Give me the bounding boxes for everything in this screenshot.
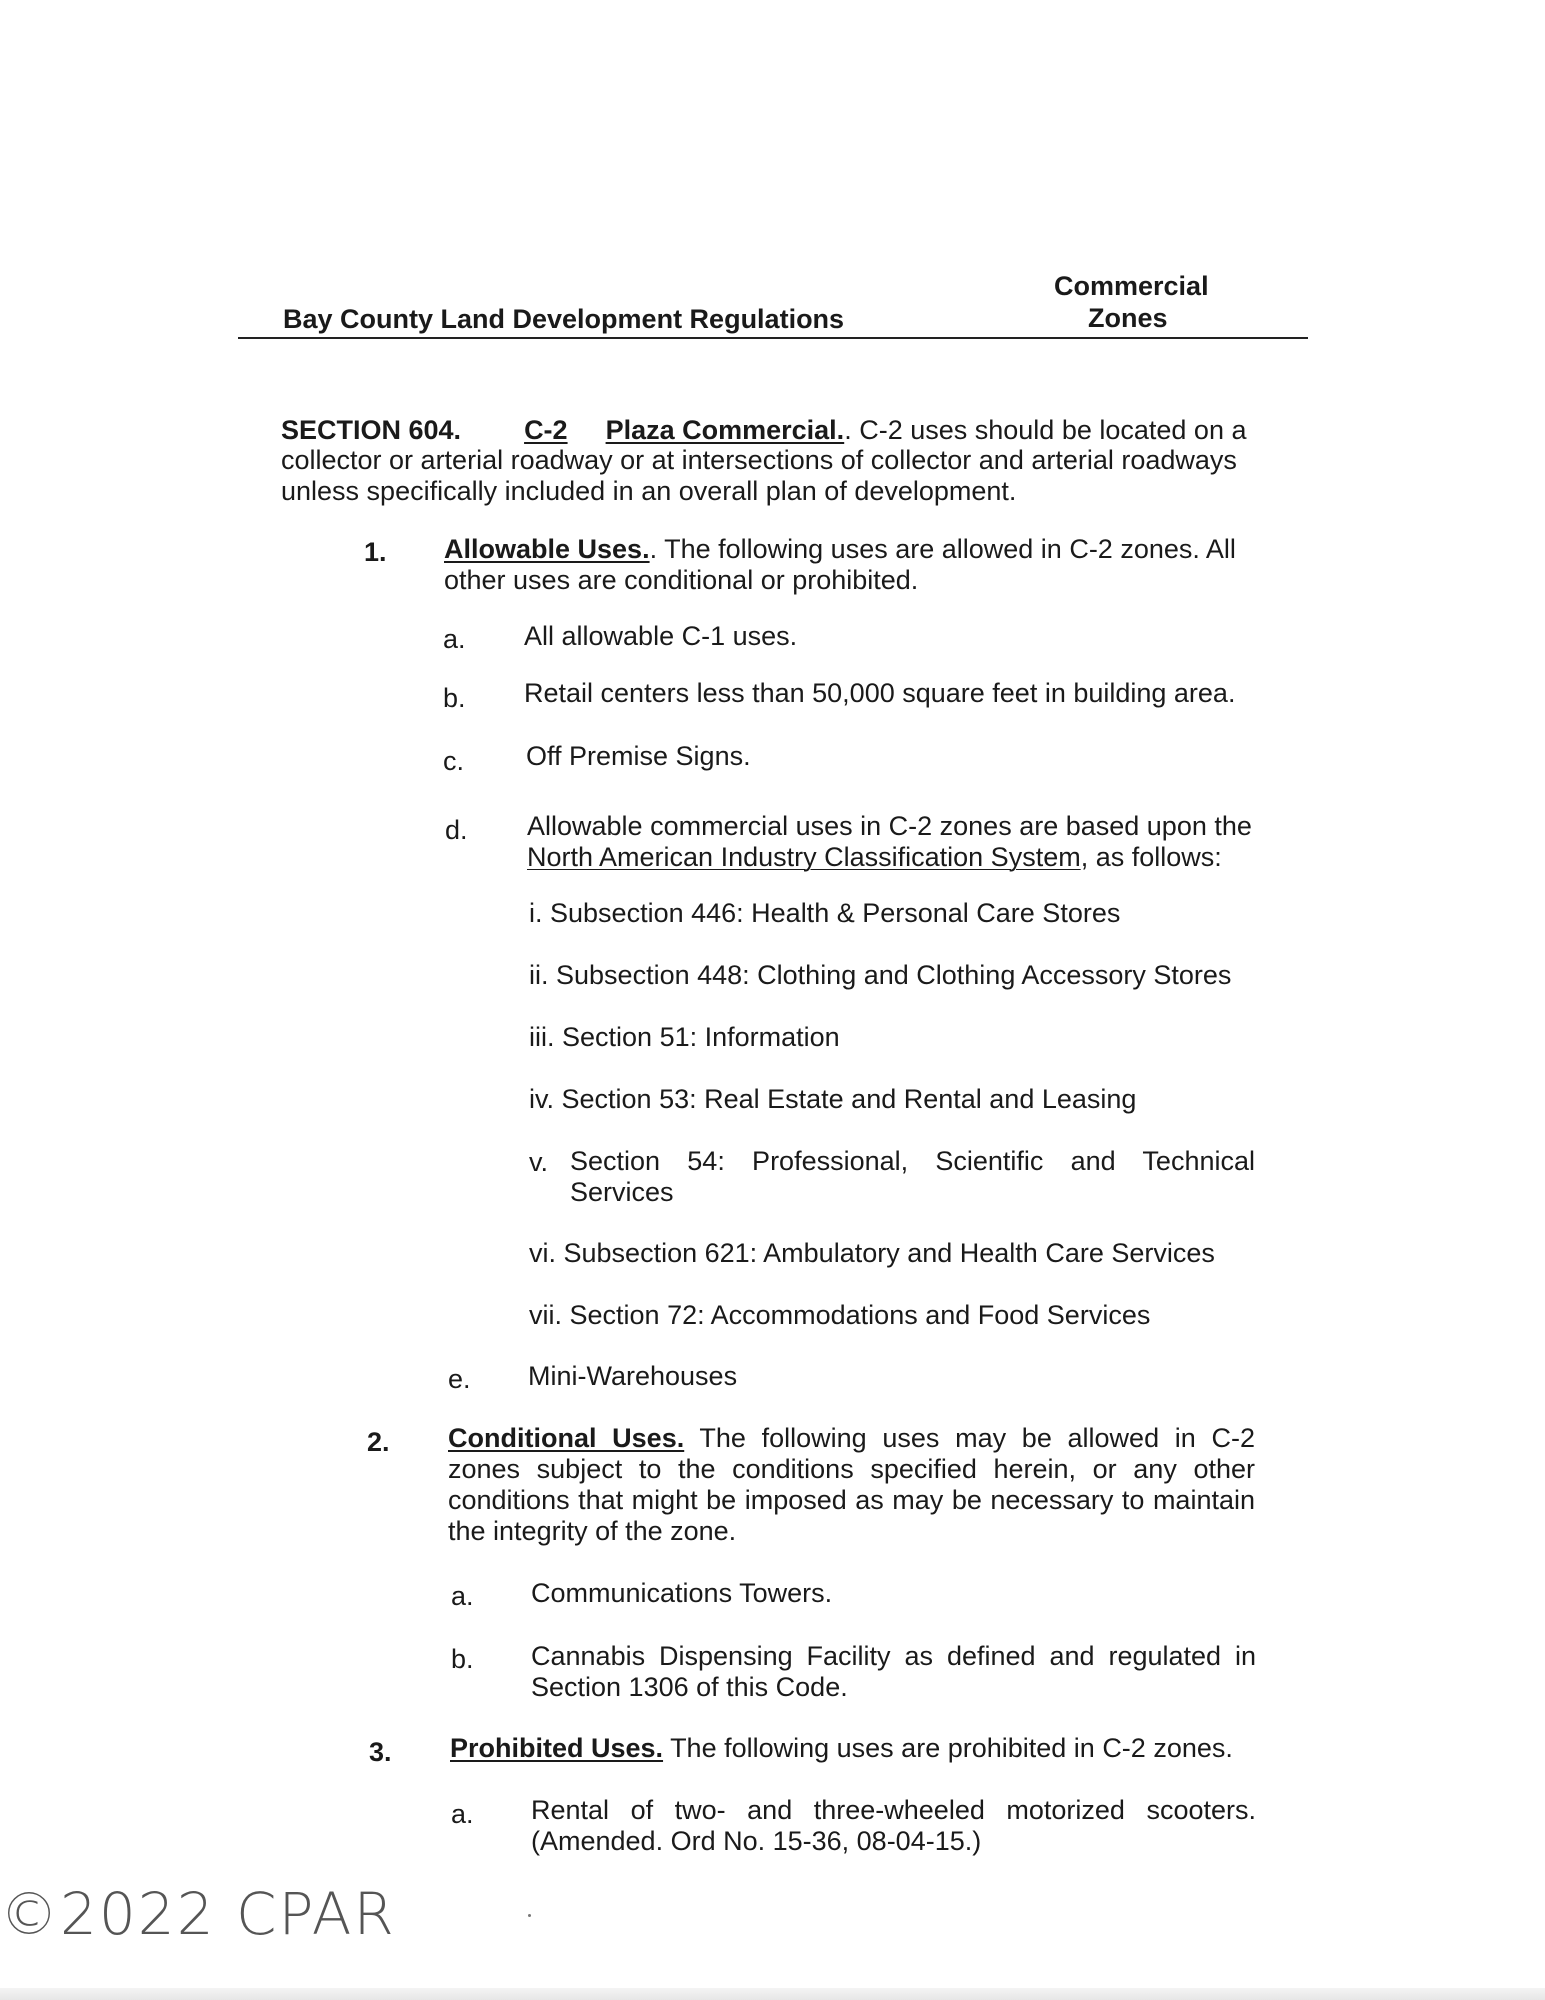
sub-item-iii — [529, 1022, 840, 1053]
sub-item-roman: vii. — [529, 1300, 562, 1330]
header-section-line1: Commercial — [1054, 271, 1209, 301]
copyright-watermark: ©2022 CPAR — [0, 1880, 396, 1948]
conditional-a-text: Communications Towers. — [531, 1578, 833, 1608]
allowable-b-letter: b. — [443, 683, 466, 713]
conditional-b-line2: Section 1306 of this Code. — [531, 1672, 848, 1702]
sub-item-text: Section 53: Real Estate and Rental and Leasing — [561, 1084, 1137, 1114]
sub-item-text: Subsection 448: Clothing and Clothing Accessory Stores — [556, 960, 1232, 990]
sub-item-roman: iv. — [529, 1084, 554, 1114]
sub-item-text: Subsection 446: Health & Personal Care Stores — [550, 898, 1121, 928]
sub-item-text: Subsection 621: Ambulatory and Health Care Services — [563, 1238, 1215, 1268]
header-section-line2: Zones — [1088, 303, 1168, 333]
section-text-line1: C-2 uses should be located on a — [859, 415, 1247, 445]
scan-edge — [0, 1988, 1545, 2000]
allowable-number: 1. — [364, 537, 387, 567]
conditional-a-letter: a. — [451, 1581, 474, 1611]
allowable-text-line1: The following uses are allowed in C-2 zones. All — [664, 534, 1236, 564]
conditional-text-line1: The following uses may be allowed in C-2 — [699, 1423, 1255, 1453]
conditional-line1 — [448, 1423, 1255, 1454]
section-text-line2: collector or arterial roadway or at intersections of collector and arterial roadways — [281, 445, 1237, 475]
naics-link[interactable]: North American Industry Classification System — [527, 842, 1081, 872]
sub-item-v-line1: Section 54: Professional, Scientific and Technical — [570, 1146, 1255, 1176]
sub-item-text: Section 51: Information — [562, 1022, 840, 1052]
conditional-b-line1: Cannabis Dispensing Facility as defined and regulated in — [531, 1641, 1256, 1671]
allowable-a-text: All allowable C-1 uses. — [524, 621, 798, 651]
conditional-text-line3: conditions that might be imposed as may be necessary to maintain — [448, 1485, 1255, 1515]
prohibited-a-letter: a. — [451, 1799, 474, 1829]
sub-item-iv — [529, 1084, 1136, 1115]
prohibited-number: 3. — [369, 1737, 392, 1767]
allowable-c-text: Off Premise Signs. — [526, 741, 751, 771]
prohibited-title: Prohibited Uses. — [450, 1733, 664, 1763]
scan-speck — [528, 1914, 531, 1917]
section-text-line3: unless specifically included in an overall plan of development. — [281, 476, 1017, 506]
section-number: SECTION 604. — [281, 415, 462, 445]
conditional-text-line4: the integrity of the zone. — [448, 1516, 737, 1546]
allowable-c-letter: c. — [443, 746, 465, 776]
section-intro-line1: SECTION 604. C-2 Plaza Commercial.. C-2 uses should be located on a — [281, 415, 1247, 445]
sub-item-ii — [529, 960, 1231, 991]
conditional-b-letter: b. — [451, 1644, 474, 1674]
allowable-d-letter: d. — [445, 815, 468, 845]
section-code: C-2 — [524, 415, 568, 445]
sub-item-text: Section 72: Accommodations and Food Services — [569, 1300, 1151, 1330]
sub-item-vii — [529, 1300, 1150, 1331]
sub-item-i — [529, 898, 1120, 929]
allowable-e-letter: e. — [448, 1364, 471, 1394]
sub-item-roman: i. — [529, 898, 543, 928]
allowable-line1: Allowable Uses.. The following uses are allowed in C-2 zones. All — [444, 534, 1236, 564]
allowable-b-text: Retail centers less than 50,000 square feet in building area. — [524, 678, 1236, 708]
sub-item-v-roman: v. — [529, 1147, 548, 1177]
prohibited-text: The following uses are prohibited in C-2 zones. — [670, 1733, 1233, 1763]
header-rule — [238, 337, 1308, 339]
sub-item-roman: vi. — [529, 1238, 556, 1268]
allowable-a-letter: a. — [443, 624, 466, 654]
conditional-title: Conditional Uses. — [448, 1423, 685, 1453]
prohibited-line1 — [450, 1733, 1233, 1764]
allowable-d-after-link: , as follows: — [1080, 842, 1222, 872]
prohibited-a-line2: (Amended. Ord No. 15-36, 08-04-15.) — [531, 1826, 982, 1856]
conditional-number: 2. — [367, 1427, 390, 1457]
prohibited-a-line1: Rental of two- and three-wheeled motorized scooters. — [531, 1795, 1256, 1825]
header-doc-title: Bay County Land Development Regulations — [283, 304, 845, 334]
sub-item-roman: ii. — [529, 960, 549, 990]
allowable-d-text-line1: Allowable commercial uses in C-2 zones are based upon the — [527, 811, 1252, 841]
sub-item-vi — [529, 1238, 1215, 1269]
allowable-e-text: Mini-Warehouses — [528, 1361, 738, 1391]
sub-item-roman: iii. — [529, 1022, 555, 1052]
conditional-text-line2: zones subject to the conditions specified herein, or any other — [448, 1454, 1255, 1484]
allowable-text-line2: other uses are conditional or prohibited. — [444, 565, 919, 595]
section-name: Plaza Commercial. — [605, 415, 845, 445]
sub-item-v-line2: Services — [570, 1177, 674, 1207]
allowable-title: Allowable Uses. — [444, 534, 650, 564]
allowable-d-line2 — [527, 842, 1222, 873]
